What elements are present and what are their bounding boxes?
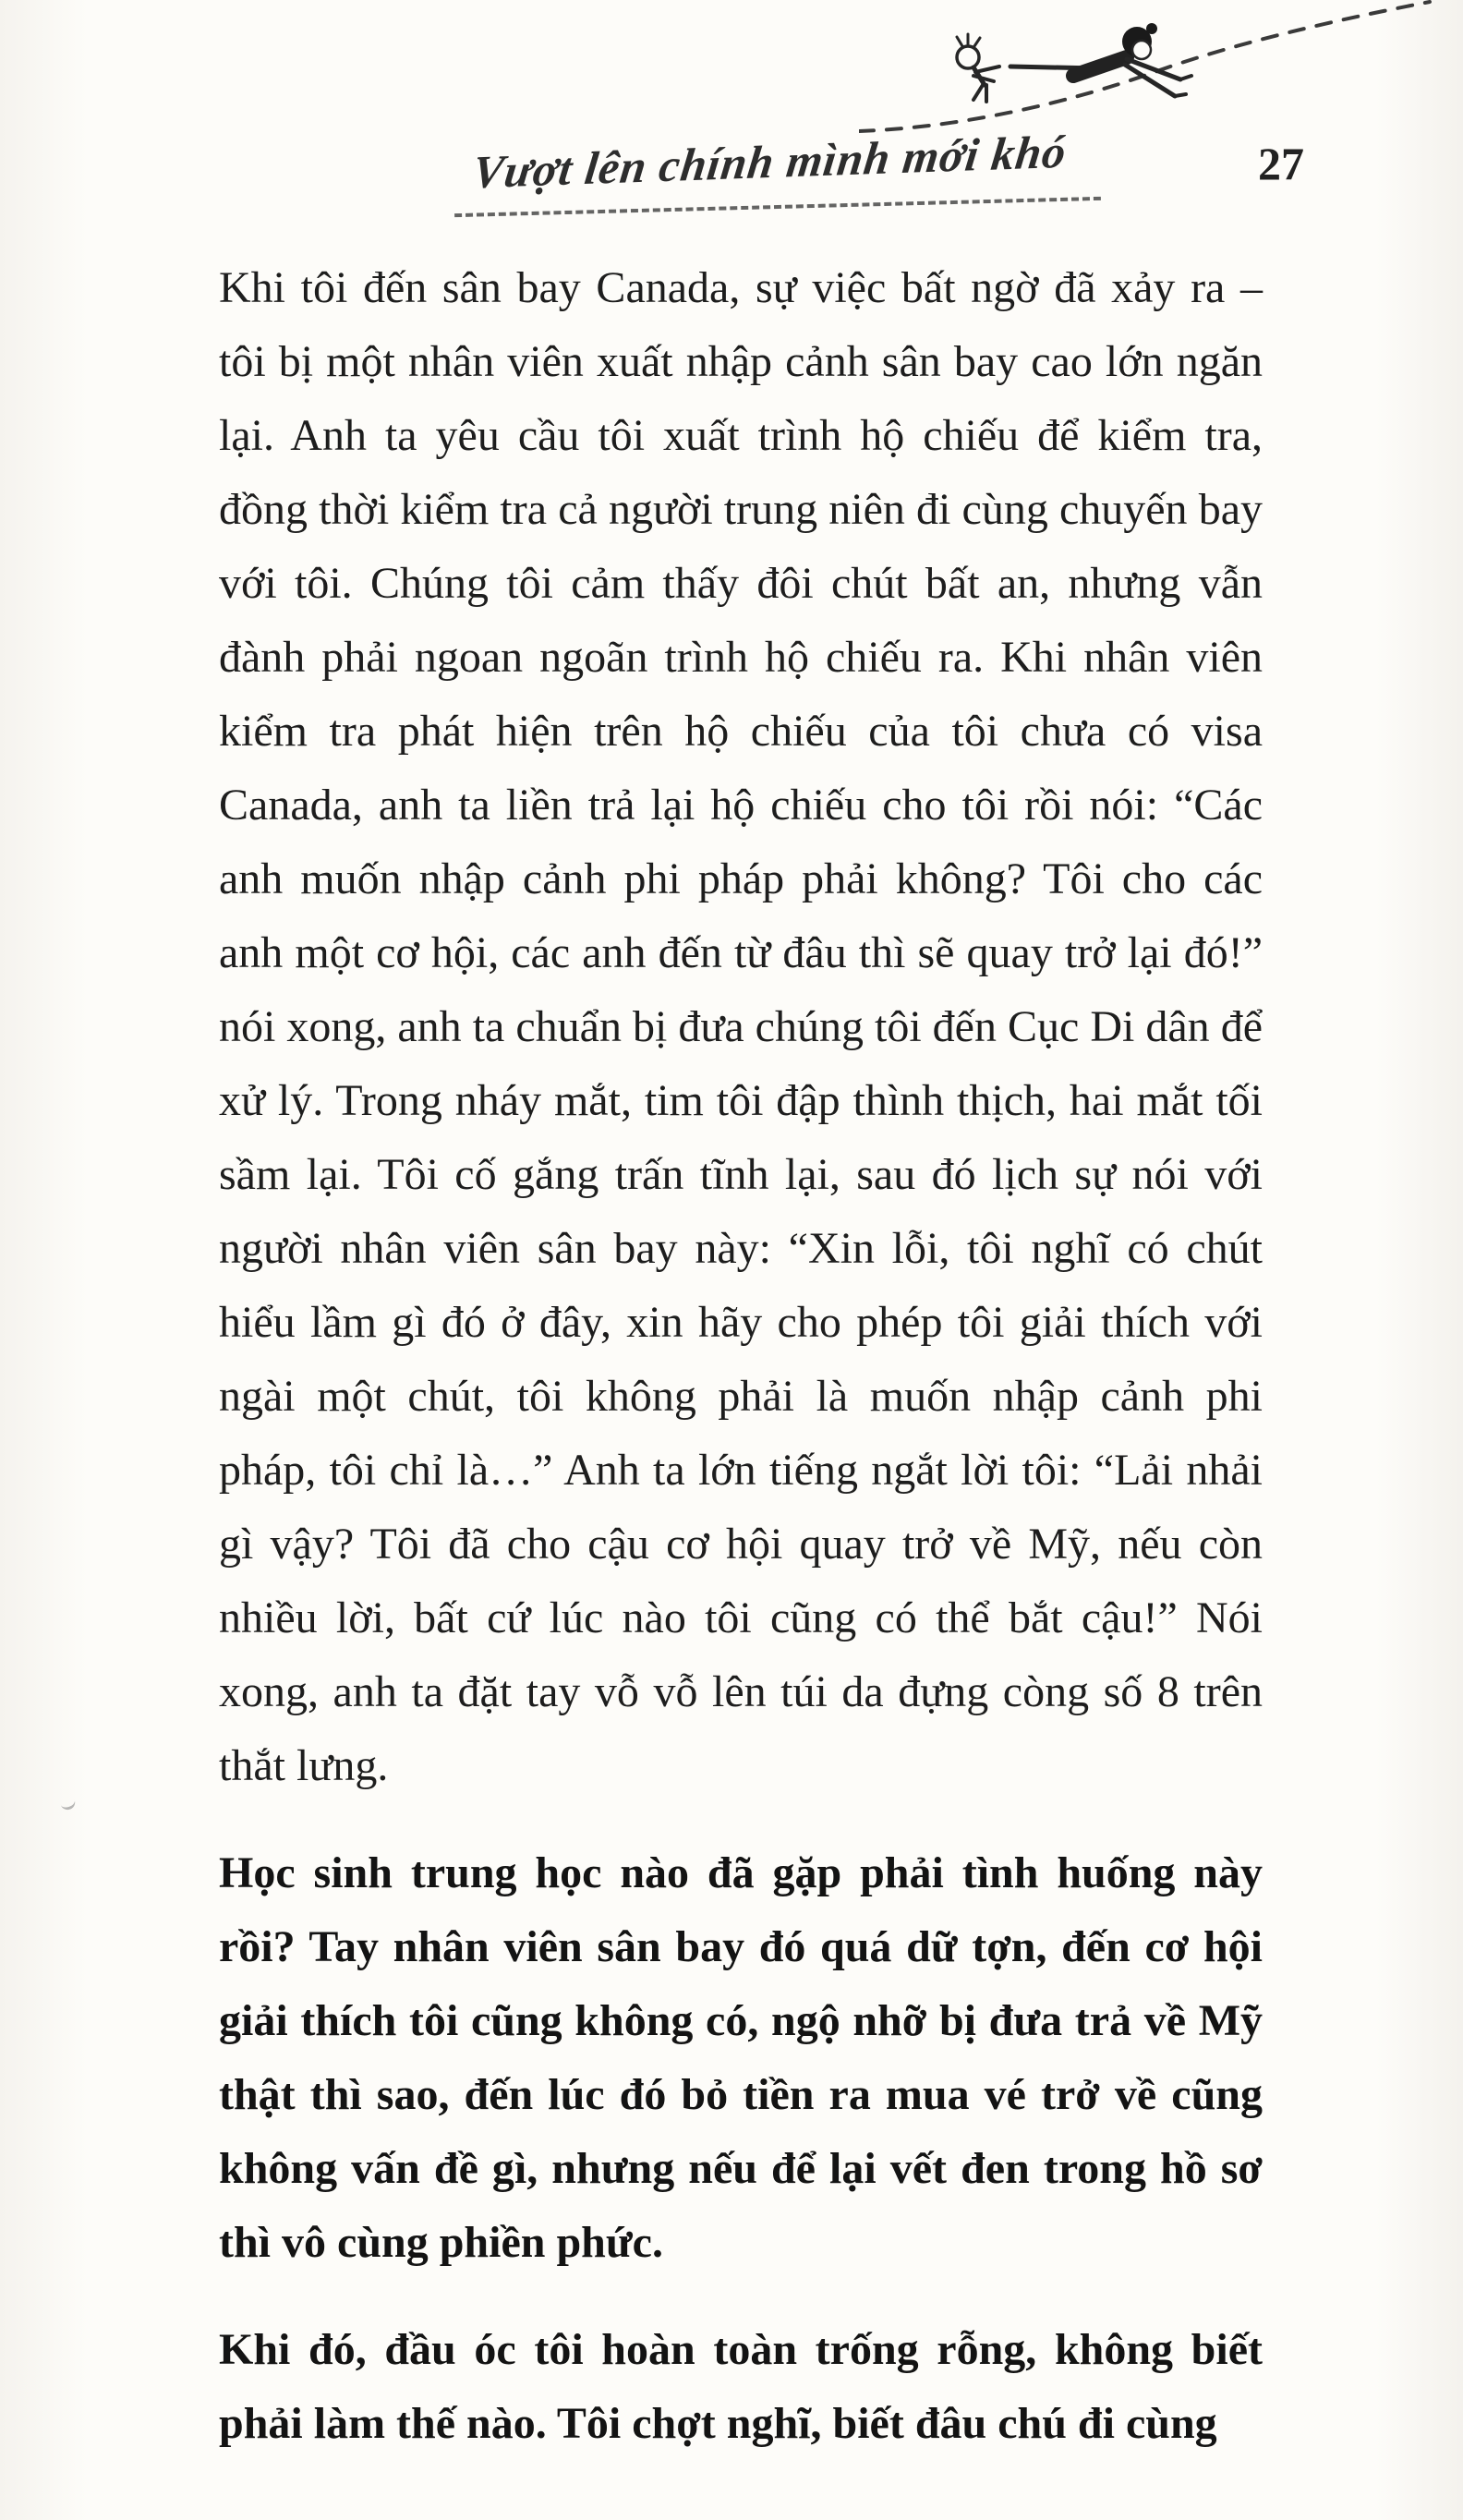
paragraph: Học sinh trung học nào đã gặp phải tình huống này rồi? Tay nhân viên sân bay đó quá dữ tợn, đến cơ hội giải thích tôi cũng không có, ngộ nhỡ bị đưa trả về Mỹ thật thì sao, đến lúc đó bỏ tiền ra mua vé trở về cũng không vấn đề gì, nhưng nếu để lại vết đen trong hồ sơ thì vô cùng phiền phức. (219, 1848, 1263, 2267)
running-header-title: Vượt lên chính mình mới khó (469, 125, 1070, 199)
page-number: 27 (1258, 138, 1304, 189)
flying-mother-and-child-illustration (859, 0, 1432, 212)
body-text (219, 251, 1263, 2494)
paragraph: Khi tôi đến sân bay Canada, sự việc bất ngờ đã xảy ra – tôi bị một nhân viên xuất nhập cảnh sân bay cao lớn ngăn lại. Anh ta yêu cầu tôi xuất trình hộ chiếu để kiểm tra, đồng thời kiểm tra cả người trung niên đi cùng chuyến bay với tôi. Chúng tôi cảm thấy đôi chút bất an, nhưng vẫn đành phải ngoan ngoãn trình hộ chiếu ra. Khi nhân viên kiểm tra phát hiện trên hộ chiếu của tôi chưa có visa Canada, anh ta liền trả lại hộ chiếu cho tôi rồi nói: “Các anh muốn nhập cảnh phi pháp phải không? Tôi cho các anh một cơ hội, các anh đến từ đâu thì sẽ quay trở lại đó!” nói xong, anh ta chuẩn bị đưa chúng tôi đến Cục Di dân để xử lý. Trong nháy mắt, tim tôi đập thình thịch, hai mắt tối sầm lại. Tôi cố gắng trấn tĩnh lại, sau đó lịch sự nói với người nhân viên sân bay này: “Xin lỗi, tôi nghĩ có chút hiểu lầm gì đó ở đây, xin hãy cho phép tôi giải thích với ngài một chút, tôi không phải là muốn nhập cảnh phi pháp, tôi chỉ là…” Anh ta lớn tiếng ngắt lời tôi: “Lải nhải gì vậy? Tôi đã cho cậu cơ hội quay trở về Mỹ, nếu còn nhiều lời, bất cứ lúc nào tôi cũng có thể bắt cậu!” Nói xong, anh ta đặt tay vỗ vỗ lên túi da đựng còng số 8 trên thắt lưng. (219, 263, 1263, 1790)
paragraph: Khi đó, đầu óc tôi hoàn toàn trống rỗng, không biết phải làm thế nào. Tôi chợt nghĩ, biết đâu chú đi cùng (219, 2325, 1263, 2448)
scan-artifact (60, 1798, 78, 1811)
child-figure (957, 34, 999, 102)
adult-figure (1010, 23, 1191, 96)
